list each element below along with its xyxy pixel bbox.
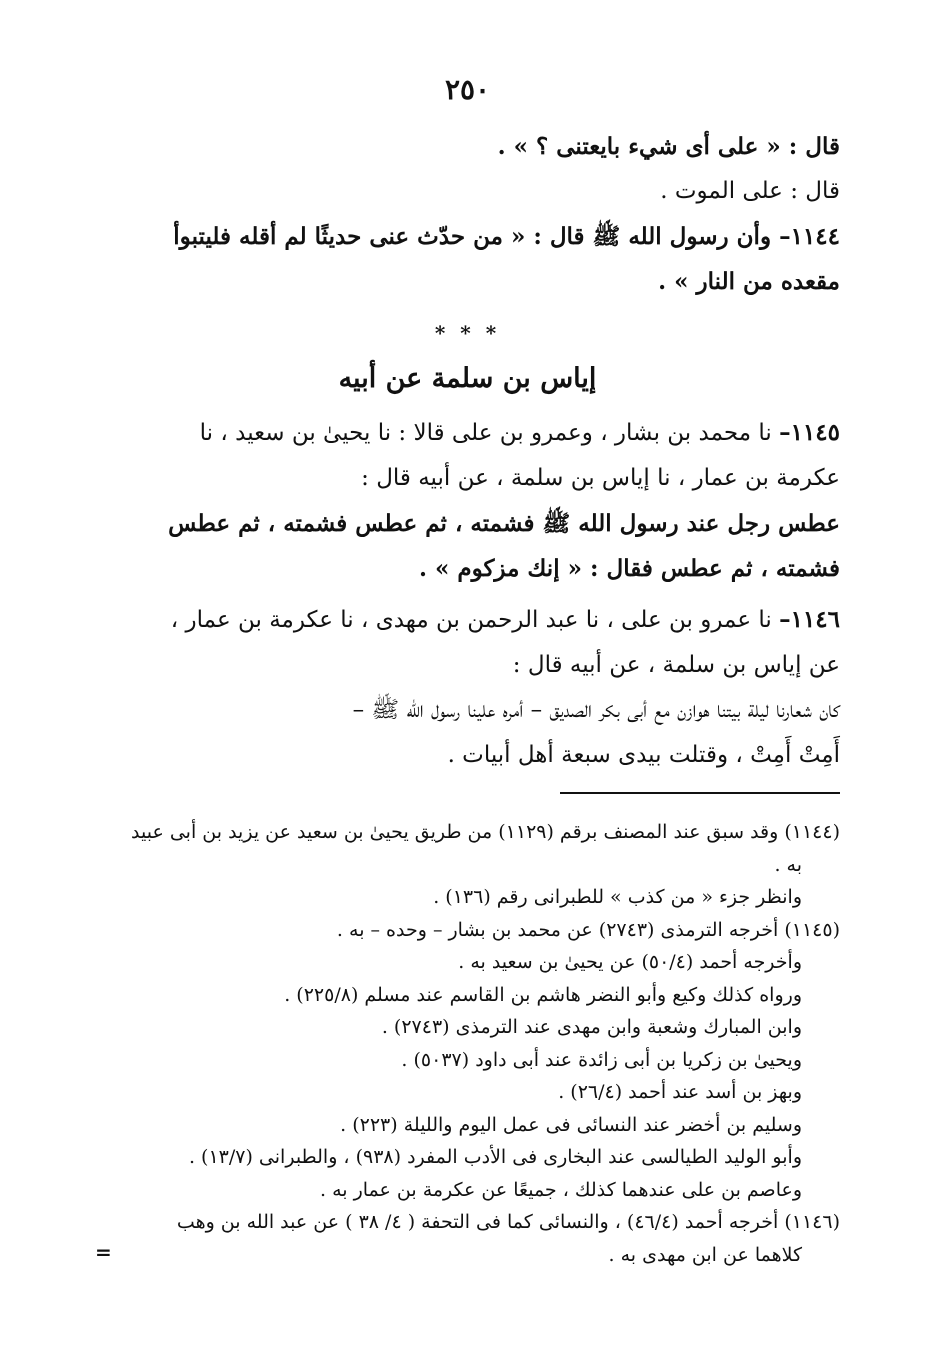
hadith-isnad: نا عمرو بن على ، نا عبد الرحمن بن مهدى ، نا عكرمة بن عمار ، xyxy=(170,607,772,633)
footnote-line: وأبو الوليد الطيالسى عند البخارى فى الأدب المفرد (٩٣٨) ، والطبرانى (١٣/٧) . xyxy=(188,1146,802,1168)
hadith-isnad: عن إياس بن سلمة ، عن أبيه قال : xyxy=(512,652,840,678)
footnotes xyxy=(95,816,840,1271)
hadith-isnad: نا محمد بن بشار ، وعمرو بن على قالا : نا يحيىٰ بن سعيد ، نا xyxy=(199,420,772,446)
hadith-number: ١١٤٦– xyxy=(779,606,840,633)
hadith-matn: عطس رجل عند رسول الله ﷺ فشمته ، ثم عطس فشمته ، ثم عطس xyxy=(168,510,840,537)
section-divider-stars: * * * xyxy=(434,321,501,345)
main-text-line: قال : على الموت . xyxy=(660,178,840,204)
hadith-1144 xyxy=(95,214,840,259)
book-page xyxy=(95,70,840,1340)
footnote-line: وعاصم بن على عندهما كذلك ، جميعًا عن عكرمة بن عمار به . xyxy=(319,1178,802,1201)
hadith-text: وأن رسول الله ﷺ قال : « من حدّث عنى حديثًا لم أقله فليتبوأ xyxy=(173,223,772,250)
footnote-line: به . xyxy=(774,853,802,876)
footnote-line: كلاهما عن ابن مهدى به . xyxy=(608,1243,802,1266)
footnote-1144: (١١٤٤) وقد سبق عند المصنف برقم (١١٢٩) من طريق يحيىٰ بن سعيد عن يزيد بن أبى عبيد xyxy=(131,821,840,843)
hadith-1145 xyxy=(95,410,840,456)
hadith-matn: أَمِتْ أَمِتْ ، وقتلت بيدى سبعة أهل أبيات . xyxy=(447,742,840,768)
footnote-line: وانظر جزء « من كذب » للطبرانى رقم (١٣٦) . xyxy=(433,886,802,908)
footnote-line: ويحيىٰ بن زكريا بن أبى زائدة عند أبى داود (٥٠٣٧) . xyxy=(401,1048,802,1071)
continuation-mark: = xyxy=(95,1240,112,1264)
hadith-text: مقعده من النار » . xyxy=(658,268,840,295)
hadith-matn: فشمته ، ثم عطس فقال : « إنك مزكوم » . xyxy=(418,555,840,582)
hadith-isnad: عكرمة بن عمار ، نا إياس بن سلمة ، عن أبيه قال : xyxy=(361,465,840,491)
footnote-1146: (١١٤٦) أخرجه أحمد (٤٦/٤) ، والنسائى كما فى التحفة ( ٤/ ٣٨ ) عن عبد الله بن وهب xyxy=(176,1211,840,1233)
main-text-line: قال : « على أى شيء بايعتنى ؟ » . xyxy=(497,133,840,160)
hadith-matn: كان شعارنا ليلة بيتنا هوازن مع أبى بكر الصديق – أمره علينا رسول الله ﷺ – xyxy=(352,697,840,723)
section-title: إياس بن سلمة عن أبيه xyxy=(338,363,597,394)
footnote-separator xyxy=(560,792,840,794)
footnote-line: وسليم بن أخضر عند النسائى فى عمل اليوم والليلة (٢٢٣) . xyxy=(340,1113,802,1136)
hadith-1146 xyxy=(95,597,840,643)
footnote-line: وبهز بن أسد عند أحمد (٢٦/٤) . xyxy=(558,1081,802,1103)
page-number: ٢٥٠ xyxy=(444,73,491,106)
hadith-number: ١١٤٥– xyxy=(779,419,840,446)
footnote-1145: (١١٤٥) أخرجه الترمذى (٢٧٤٣) عن محمد بن بشار – وحده – به . xyxy=(336,918,840,941)
footnote-line: وأخرجه أحمد (٥٠/٤) عن يحيىٰ بن سعيد به . xyxy=(458,951,802,973)
hadith-number: ١١٤٤– xyxy=(779,223,840,250)
footnote-line: ورواه كذلك وكيع وأبو النضر هاشم بن القاسم عند مسلم (٢٢٥/٨) . xyxy=(284,983,802,1006)
footnote-line: وابن المبارك وشعبة وابن مهدى عند الترمذى (٢٧٤٣) . xyxy=(381,1016,802,1038)
